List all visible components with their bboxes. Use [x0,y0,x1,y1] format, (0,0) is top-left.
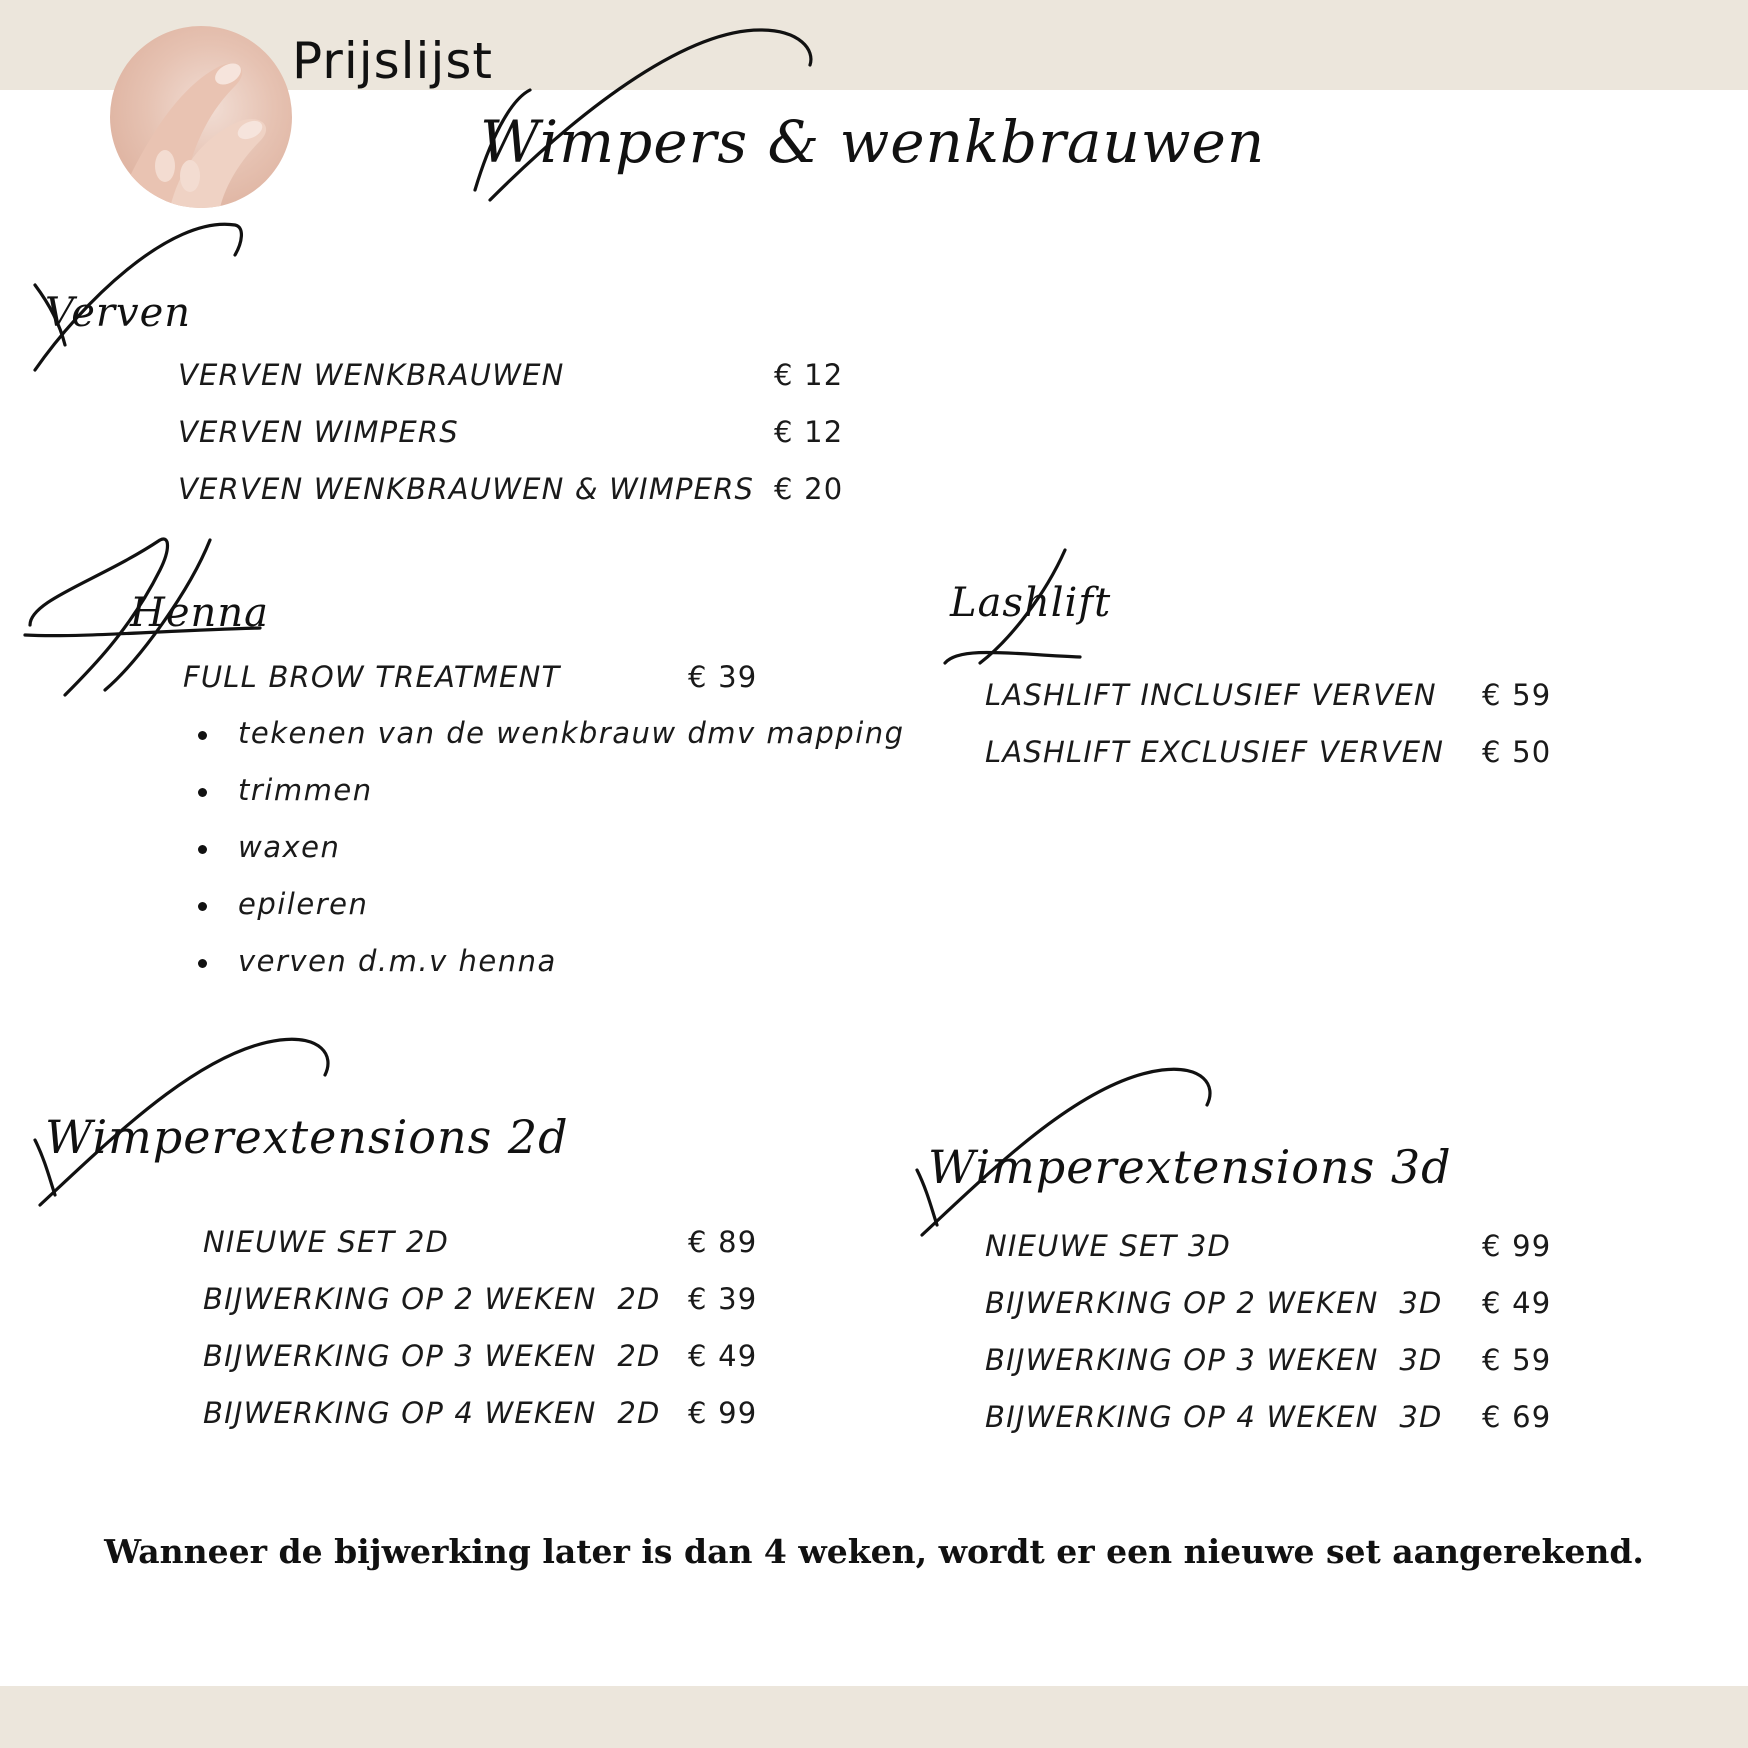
bullet-icon [198,902,207,911]
manicure-photo [110,26,292,208]
lashlift-item-name: LASHLIFT EXCLUSIEF VERVEN [985,735,1445,769]
wimper2d-item-price: € 39 [688,1282,758,1316]
wimper3d-item-name: BIJWERKING OP 3 WEKEN 3D [985,1343,1443,1377]
lashlift-item-price: € 50 [1482,735,1552,769]
wimper2d-item-name: BIJWERKING OP 4 WEKEN 2D [203,1396,661,1430]
verven-item-price: € 12 [774,415,844,449]
footer-note: Wanneer de bijwerking later is dan 4 weken, wordt er een nieuwe set aangerekend. [104,1532,1644,1571]
price-list-label: Prijslijst [292,32,493,90]
wimper2d-item-name: BIJWERKING OP 3 WEKEN 2D [203,1339,661,1373]
wimper3d-heading: Wimperextensions 3d [928,1140,1452,1194]
bottom-band [0,1686,1748,1748]
verven-heading: Verven [45,290,192,336]
verven-item-name: VERVEN WENKBRAUWEN [178,358,565,392]
wimper3d-item-price: € 49 [1482,1286,1552,1320]
wimper3d-item-name: BIJWERKING OP 2 WEKEN 3D [985,1286,1443,1320]
verven-item-price: € 20 [774,472,844,506]
wimper3d-item-price: € 99 [1482,1229,1552,1263]
bullet-icon [198,959,207,968]
lashlift-heading: Lashlift [950,580,1112,626]
wimper2d-item-name: BIJWERKING OP 2 WEKEN 2D [203,1282,661,1316]
henna-bullet: tekenen van de wenkbrauw dmv mapping [238,716,905,750]
lashlift-item-price: € 59 [1482,678,1552,712]
henna-bullet: epileren [238,887,369,921]
wimper2d-item-price: € 49 [688,1339,758,1373]
henna-item-price: € 39 [688,660,758,694]
wimper3d-item-price: € 59 [1482,1343,1552,1377]
henna-item-name: FULL BROW TREATMENT [183,660,561,694]
verven-item-name: VERVEN WENKBRAUWEN & WIMPERS [178,472,755,506]
bullet-icon [198,788,207,797]
wimper2d-item-price: € 99 [688,1396,758,1430]
page-title: Wimpers & wenkbrauwen [480,108,1266,176]
wimper3d-item-price: € 69 [1482,1400,1552,1434]
henna-bullet: trimmen [238,773,373,807]
lashlift-item-name: LASHLIFT INCLUSIEF VERVEN [985,678,1437,712]
wimper3d-item-name: NIEUWE SET 3D [985,1229,1232,1263]
wimper3d-item-name: BIJWERKING OP 4 WEKEN 3D [985,1400,1443,1434]
henna-heading: Henna [130,590,269,636]
verven-item-price: € 12 [774,358,844,392]
wimper2d-item-price: € 89 [688,1225,758,1259]
bullet-icon [198,731,207,740]
henna-bullet: verven d.m.v henna [238,944,557,978]
wimper2d-item-name: NIEUWE SET 2D [203,1225,450,1259]
bullet-icon [198,845,207,854]
verven-item-name: VERVEN WIMPERS [178,415,459,449]
wimper2d-heading: Wimperextensions 2d [45,1110,569,1164]
henna-bullet: waxen [238,830,341,864]
